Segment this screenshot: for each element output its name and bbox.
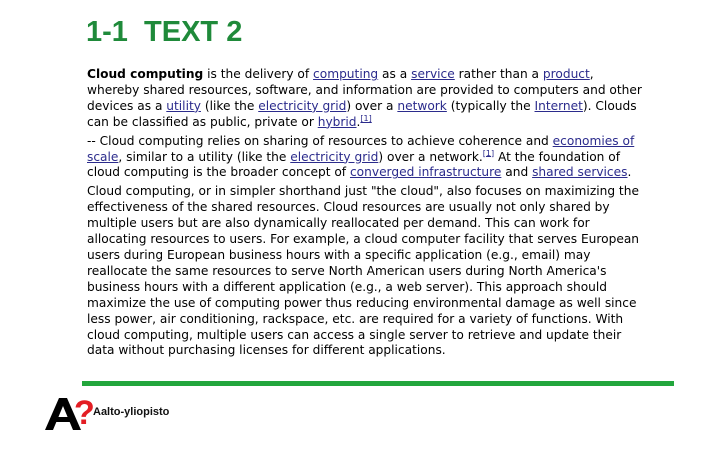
- aalto-logo: [45, 394, 245, 434]
- link-computing[interactable]: computing: [313, 67, 379, 81]
- link-internet[interactable]: Internet: [534, 98, 583, 113]
- slide-title: 1-1 TEXT 2: [86, 16, 243, 48]
- link-shared-services[interactable]: shared services: [532, 165, 628, 180]
- link-electricity-grid[interactable]: electricity grid: [258, 98, 347, 113]
- paragraph-the-cloud: Cloud computing, or in simpler shorthand just "the cloud", also focuses on maximizing the effectiveness of the shared resources. Cloud resources are usually not only shared by multiple users but are also dynamically reallocated per demand. This can work for allocating resources to users. For example, a cloud computer facility that serves European users during European business hours with a specific application (e.g., email) may reallocate the same resources to serve North American users during North America's business hours with a different application (e.g., a web server). This approach should maximize the use of computing power thus reducing environmental damage as well since less power, air conditioning, rackspace, etc. are required for a variety of functions. With cloud computing, multiple users can access a single server to retrieve and update their data without purchasing licenses for different applications.: [87, 184, 640, 358]
- aalto-question-mark-icon: ?: [74, 394, 95, 432]
- term-cloud-computing: Cloud computing: [87, 67, 204, 81]
- paragraph-definition: Cloud computing is the delivery of computing as a service rather than a product, whereby shared resources, software, and information are provided to computers and other devices as a utility (like the electricity grid) over a network (typically the Internet). Clouds can be classified as public, private or hybrid.[1]: [87, 67, 642, 129]
- slide-body: [87, 67, 643, 362]
- citation-ref[interactable]: [1]: [482, 148, 495, 158]
- paragraph-resource-sharing: -- Cloud computing relies on sharing of resources to achieve coherence and economies of scale, similar to a utility (like the electricity grid) over a network.[1] At the foundation of cloud computing is the broader concept of converged infrastructure and shared services.: [87, 133, 635, 180]
- link-product[interactable]: product: [542, 67, 590, 81]
- link-hybrid[interactable]: hybrid: [317, 114, 357, 129]
- link-network[interactable]: network: [397, 98, 447, 113]
- link-electricity-grid-2[interactable]: electricity grid: [290, 149, 379, 164]
- link-service[interactable]: service: [411, 67, 455, 81]
- link-economies-of-scale[interactable]: economies of scale: [87, 133, 635, 164]
- logo-wordmark: Aalto-yliopisto: [93, 406, 170, 418]
- link-converged-infrastructure[interactable]: converged infrastructure: [349, 165, 502, 180]
- citation-ref[interactable]: [1]: [360, 113, 372, 123]
- footer-divider: [82, 381, 674, 386]
- link-utility[interactable]: utility: [166, 98, 201, 113]
